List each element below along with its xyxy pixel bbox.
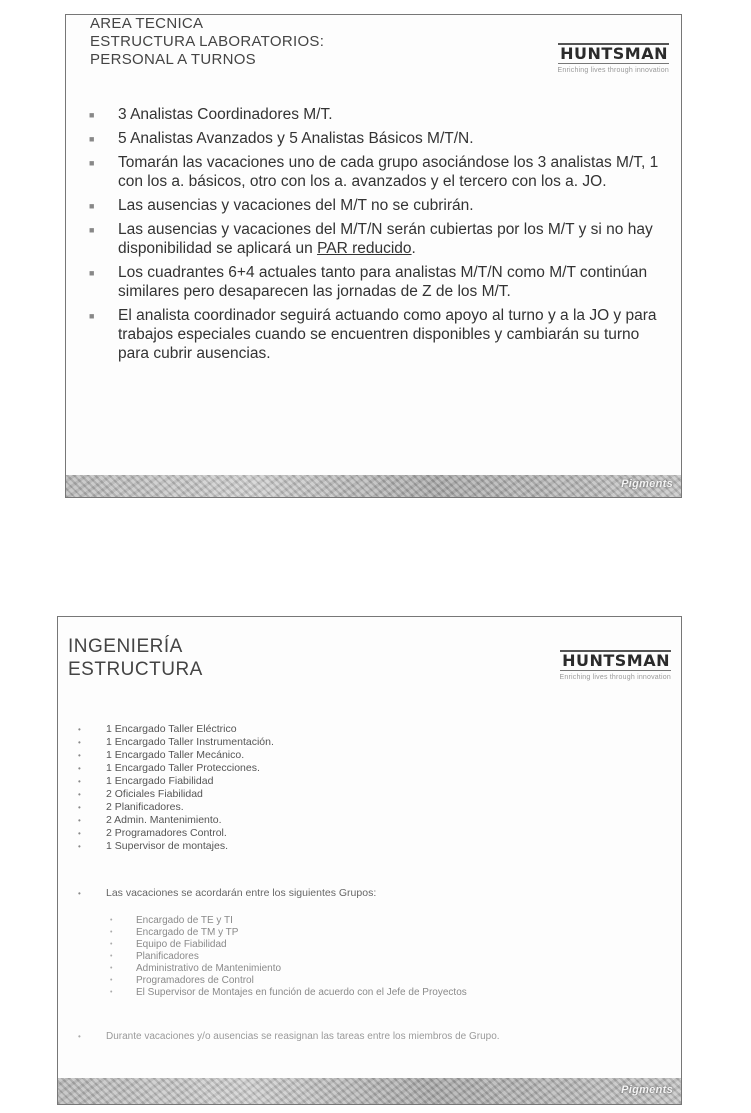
- bullet-icon: •: [78, 889, 81, 898]
- slide-ingenieria: [57, 616, 682, 1105]
- list-item: • El Supervisor de Montajes en función de acuerdo con el Jefe de Proyectos: [110, 987, 467, 998]
- staff-list: [76, 723, 656, 853]
- slide-footer: [66, 475, 681, 497]
- logo-tagline: Enriching lives through innovation: [559, 674, 671, 681]
- list-item: • 2 Planificadores.: [78, 801, 184, 813]
- list-item: ■ 5 Analistas Avanzados y 5 Analistas Básicos M/T/N.: [89, 130, 474, 147]
- logo-tagline: Enriching lives through innovation: [557, 67, 669, 74]
- bullet-icon: ■: [89, 268, 95, 278]
- list-item: • 1 Encargado Taller Eléctrico: [78, 723, 237, 735]
- list-item: ■ 3 Analistas Coordinadores M/T.: [89, 106, 333, 123]
- bullet-icon: ■: [89, 311, 95, 321]
- closing-note: • Durante vacaciones y/o ausencias se reasignan las tareas entre los miembros de Grupo.: [78, 1031, 500, 1042]
- bullet-icon: •: [78, 803, 81, 812]
- list-item: ■ Tomarán las vacaciones uno de cada grupo asociándose los 3 analistas M/T, 1 con los a. básicos, otro con los a. avanzados y el tercero con los a. JO.: [89, 154, 659, 190]
- bullet-icon: •: [78, 842, 81, 851]
- bullet-icon: •: [110, 989, 113, 996]
- list-item: ■ Los cuadrantes 6+4 actuales tanto para analistas M/T/N como M/T continúan similares pero desaparecen las jornadas de Z de los M/T.: [89, 264, 648, 300]
- bullet-icon: •: [78, 777, 81, 786]
- list-item: • Encargado de TE y TI: [110, 915, 233, 926]
- bullet-icon: •: [78, 738, 81, 747]
- list-item: • 2 Oficiales Fiabilidad: [78, 788, 203, 800]
- list-item: • Planificadores: [110, 951, 199, 962]
- bullet-icon: ■: [89, 134, 95, 144]
- bullet-icon: •: [78, 1032, 81, 1041]
- bullet-icon: ■: [89, 110, 95, 120]
- bullet-icon: ■: [89, 201, 95, 211]
- footer-brand: Pigments: [621, 1084, 673, 1096]
- bullet-icon: •: [110, 965, 113, 972]
- title-line: ESTRUCTURA: [68, 659, 203, 680]
- bullet-icon: ■: [89, 158, 95, 168]
- footer-brand: Pigments: [621, 478, 673, 490]
- slide-laboratorios: [65, 14, 682, 498]
- bullet-icon: •: [78, 764, 81, 773]
- list-item: • 2 Programadores Control.: [78, 827, 227, 839]
- bullet-icon: •: [78, 790, 81, 799]
- list-item: • Programadores de Control: [110, 975, 254, 986]
- list-item: • 1 Encargado Taller Instrumentación.: [78, 736, 274, 748]
- bullet-icon: •: [78, 829, 81, 838]
- list-item: ■ Las ausencias y vacaciones del M/T/N serán cubiertas por los M/T y si no hay disponibilidad se aplicará un PAR reducido.: [89, 221, 653, 257]
- bullet-icon: ■: [89, 225, 95, 235]
- slide-footer: [58, 1078, 681, 1104]
- huntsman-logo: [558, 43, 669, 74]
- list-item: ■ Las ausencias y vacaciones del M/T no se cubrirán.: [89, 197, 474, 214]
- bullet-icon: •: [78, 816, 81, 825]
- underlined-text: PAR reducido: [317, 240, 412, 257]
- list-item: • 1 Encargado Fiabilidad: [78, 775, 214, 787]
- list-item: • Encargado de TM y TP: [110, 927, 239, 938]
- slide-title: [68, 635, 203, 681]
- list-item: • 1 Encargado Taller Mecánico.: [78, 749, 245, 761]
- bullet-icon: •: [110, 941, 113, 948]
- list-item: ■ El analista coordinador seguirá actuando como apoyo al turno y a la JO y para trabajos especiales cuando se encuentren disponibles y cambiarán su turno para cubrir ausencias.: [89, 307, 657, 362]
- list-item: • 1 Supervisor de montajes.: [78, 840, 228, 852]
- title-line: PERSONAL A TURNOS: [90, 51, 256, 68]
- list-item: • Equipo de Fiabilidad: [110, 939, 227, 950]
- slide-title: [90, 15, 324, 69]
- list-item: • Administrativo de Mantenimiento: [110, 963, 282, 974]
- groups-list: [106, 915, 666, 999]
- logo-wordmark: HUNTSMAN: [560, 650, 671, 671]
- list-item: • 2 Admin. Mantenimiento.: [78, 814, 222, 826]
- groups-intro: • Las vacaciones se acordarán entre los siguientes Grupos:: [78, 887, 377, 899]
- bullet-icon: •: [110, 977, 113, 984]
- bullet-icon: •: [78, 725, 81, 734]
- bullet-icon: •: [78, 751, 81, 760]
- bullet-icon: •: [110, 953, 113, 960]
- list-item: • 1 Encargado Taller Protecciones.: [78, 762, 260, 774]
- bullet-icon: •: [110, 929, 113, 936]
- bullet-icon: •: [110, 917, 113, 924]
- title-line: INGENIERÍA: [68, 636, 183, 657]
- title-line: AREA TECNICA: [90, 15, 204, 32]
- huntsman-logo: [560, 650, 671, 681]
- bullet-list: [84, 105, 672, 368]
- logo-wordmark: HUNTSMAN: [558, 43, 669, 64]
- title-line: ESTRUCTURA LABORATORIOS:: [90, 33, 325, 50]
